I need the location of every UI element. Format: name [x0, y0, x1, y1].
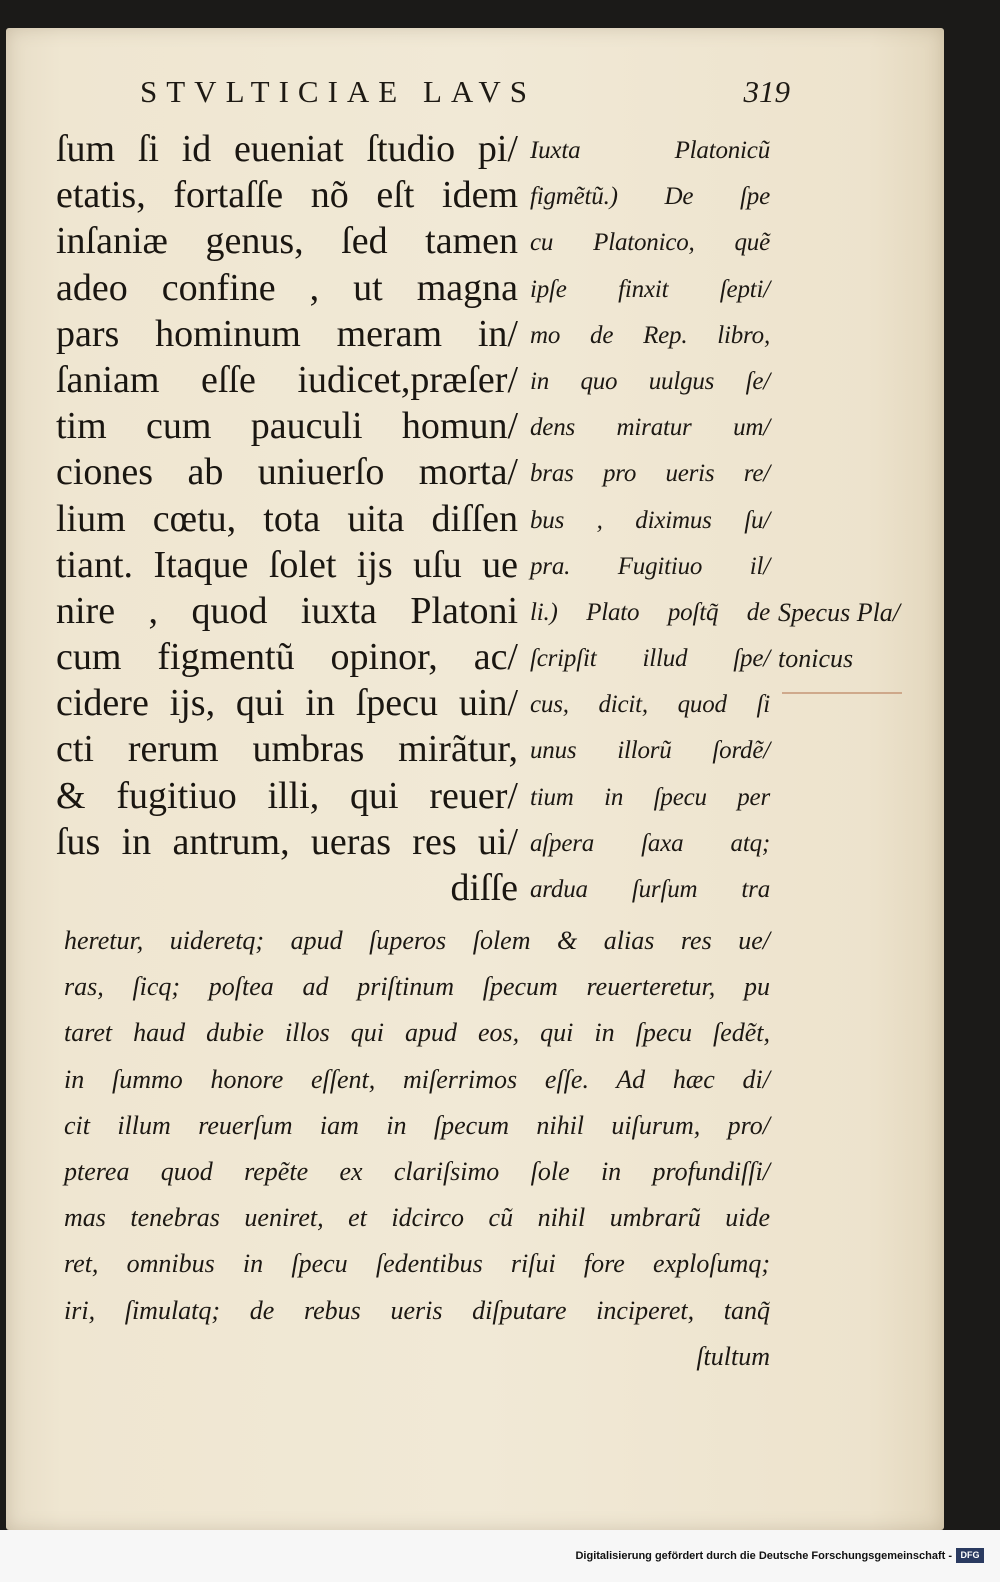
commentary-line: ipſe finxit ſepti/: [530, 275, 770, 303]
red-underline: [782, 692, 902, 694]
commentary-line: cu Platonico, quẽ: [530, 229, 770, 257]
main-text-line: inſaniæ genus, ſed tamen: [56, 220, 518, 263]
main-text-line: lium cœtu, tota uita diſſen: [56, 497, 518, 540]
commentary-line: tium in ſpecu per: [530, 783, 770, 811]
main-text-line: ſum ſi id eueniat ſtudio pi/: [56, 128, 518, 170]
commentary-column: [530, 128, 770, 913]
commentary-line: ſcripſit illud ſpe/: [530, 645, 770, 673]
margin-note-line: tonicus: [778, 644, 854, 674]
main-text-line: ſus in antrum, ueras res ui/: [56, 820, 518, 863]
commentary-line: Iuxta Platonicũ: [530, 137, 770, 164]
main-text-line: cti rerum umbras mirãtur,: [56, 728, 518, 771]
commentary-line: ardua ſurſum tra: [530, 876, 770, 903]
commentary-continued-line: ret, omnibus in ſpecu ſedentibus riſui fore exploſumq;: [64, 1249, 770, 1279]
commentary-line: mo de Rep. libro,: [530, 321, 770, 349]
page-number: 319: [743, 74, 790, 109]
commentary-line: bras pro ueris re/: [530, 460, 770, 488]
commentary-line: figmẽtũ.) De ſpe: [530, 183, 770, 211]
dfg-logo: DFG: [956, 1548, 984, 1563]
margin-note-line: Specus Pla/: [778, 598, 901, 627]
commentary-continued-line: mas tenebras ueniret, et idcirco cũ nihil umbrarũ uide: [64, 1203, 770, 1233]
commentary-continued-line: ras, ſicq; poſtea ad priſtinum ſpecum reuerteretur, pu: [64, 972, 770, 1002]
main-text-line: pars hominum meram in/: [56, 312, 518, 355]
main-text-line: tim cum pauculi homun/: [56, 405, 518, 448]
commentary-line: dens miratur um/: [530, 414, 770, 442]
main-text-line: & fugitiuo illi, qui reuer/: [56, 774, 518, 817]
main-text-line: ſaniam eſſe iudicet,præſer/: [56, 358, 518, 401]
commentary-line: unus illorũ ſordẽ/: [530, 737, 770, 765]
running-title: STVLTICIAE LAVS: [140, 74, 536, 109]
page-header: [140, 74, 790, 124]
commentary-line: bus , diximus ſu/: [530, 506, 770, 534]
commentary-continued-line: ſtultum: [696, 1341, 770, 1371]
commentary-line: in quo uulgus ſe/: [530, 367, 770, 395]
margin-note: [778, 590, 938, 682]
main-text-line: diſſe: [450, 867, 518, 909]
main-text-line: tiant. Itaque ſolet ijs uſu ue: [56, 543, 518, 586]
commentary-line: pra. Fugitiuo il/: [530, 552, 770, 580]
commentary-line: cus, dicit, quod ſi: [530, 691, 770, 719]
main-text-line: cidere ijs, qui in ſpecu uin/: [56, 682, 518, 725]
main-text-line: cum figmentũ opinor, ac/: [56, 636, 518, 679]
main-text-line: ciones ab uniuerſo morta/: [56, 451, 518, 494]
commentary-continued-line: cit illum reuerſum iam in ſpecum nihil uiſurum, pro/: [64, 1110, 770, 1140]
commentary-line: li.) Plato poſtq̃ de: [530, 598, 770, 626]
main-text-column: [56, 126, 518, 911]
commentary-continued: [64, 918, 770, 1380]
commentary-continued-line: in ſummo honore eſſent, miſerrimos eſſe. Ad hæc di/: [64, 1064, 770, 1094]
commentary-continued-line: taret haud dubie illos qui apud eos, qui in ſpecu ſedẽt,: [64, 1018, 770, 1048]
main-text-line: nire , quod iuxta Platoni: [56, 589, 518, 632]
digitization-credit: Digitalisierung gefördert durch die Deutsche Forschungsgemeinschaft -: [575, 1550, 952, 1562]
footer-bar: [0, 1530, 1000, 1582]
commentary-line: aſpera ſaxa atq;: [530, 829, 770, 857]
commentary-continued-line: heretur, uideretq; apud ſuperos ſolem & alias res ue/: [64, 926, 770, 955]
commentary-continued-line: pterea quod repẽte ex clariſsimo ſole in profundiſſi/: [64, 1156, 770, 1186]
main-text-line: adeo confine , ut magna: [56, 266, 518, 309]
commentary-continued-line: iri, ſimulatq; de rebus ueris diſputare inciperet, tanq̃: [64, 1295, 770, 1325]
main-text-line: etatis, fortaſſe nõ eſt idem: [56, 174, 518, 217]
